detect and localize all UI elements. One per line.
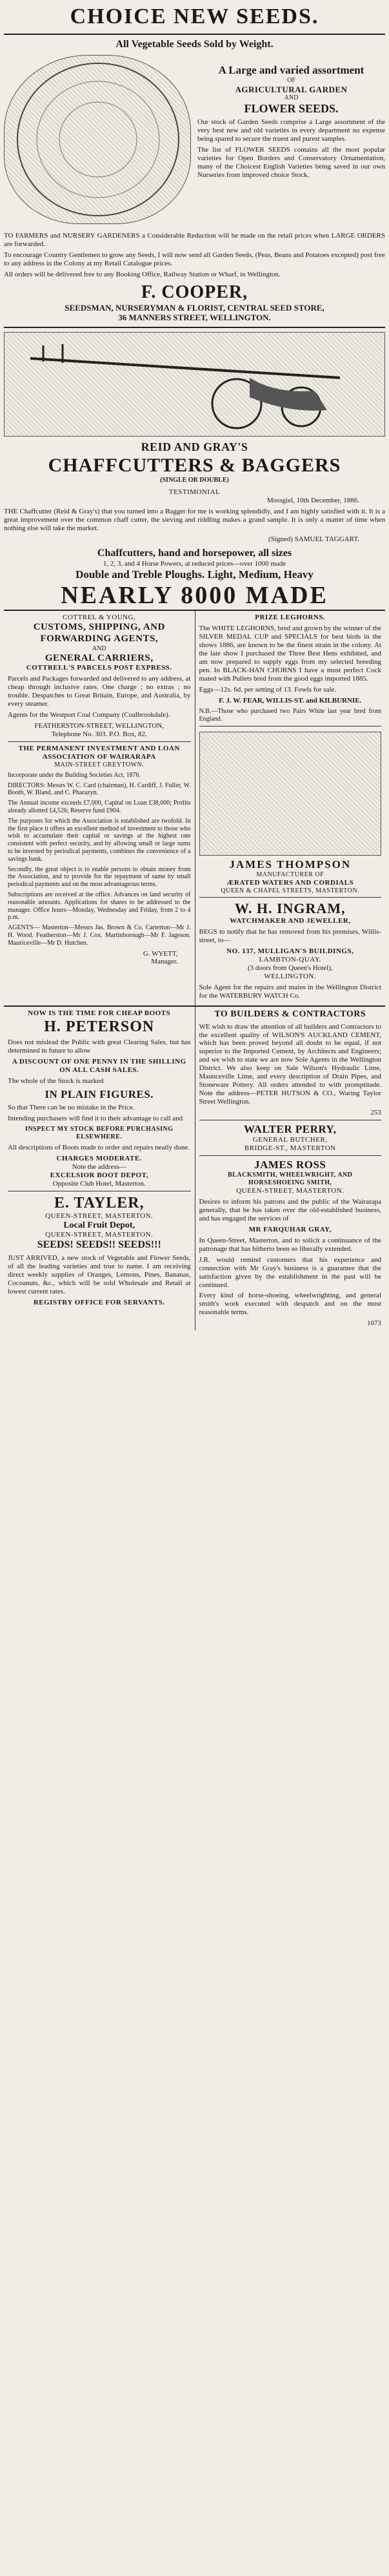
permanent-directors: DIRECTORS: Messrs W. C. Card (chairman), H. Cardiff, J. Fuller, W. Booth, W. Bland, and C. Pharazyn. bbox=[8, 781, 191, 797]
seeds-para4: To encourage Country Gentlemen to grow any Seeds, I will now send all Garden Seeds, (Peas, Beans and Potatoes excepted) post free to any address in the Colony at my Retail Catalogue prices. bbox=[4, 251, 385, 267]
leghorns-note: N.B.—Those who purchased two Pairs White last year bred from England. bbox=[199, 708, 381, 723]
seeds-para2: The list of FLOWER SEEDS contains all the most popular varieties for Open Borders and Conservatory Ornamentation, many of the Choicest English Varieties being saved in our own Nurseries from improved choice Stock. bbox=[197, 146, 385, 179]
peterson-body3: So that There can be no mistake in the Price. bbox=[8, 1104, 135, 1112]
leghorns-body: The WHITE LEGHORNS, bred and grown by the winner of the SILVER MEDAL CUP and SPECIALS for best birds in the shows 1886, are known to be the finest strain in the colony. At the late show I purchased the Three Best Hens exhibited, and am now prepared to supply eggs from my selected breeding pen. In BLACK-HAN CHORNS I have a most perfect Cock mated with Pullets bred from the good eggs imported 1885. bbox=[199, 624, 381, 683]
peterson-marked: IN PLAIN FIGURES. bbox=[45, 1088, 154, 1101]
tayler-body: JUST ARRIVED, a new stock of Vegetable and Flower Seeds, of all the leading varieties and true to name. I am receiving direct weekly supplies of Oranges, Lemons, Pines, Bananas, Cocoanuts, &c., which will be sold Wholesale and Retail at lowest current rates. bbox=[8, 1254, 191, 1296]
ross-trade: BLACKSMITH, WHEELWRIGHT, AND HORSESHOEING SMITH, bbox=[228, 1171, 353, 1187]
ross-addr: QUEEN-STREET, MASTERTON. bbox=[236, 1186, 344, 1195]
ingram-loc: LAMBTON-QUAY. bbox=[259, 956, 321, 964]
assortment-line5: FLOWER SEEDS. bbox=[244, 101, 339, 115]
peterson-header: NOW IS THE TIME FOR CHEAP BOOTS bbox=[28, 1009, 171, 1018]
ross-body3: J.R. would remind customers that his experience and connection with Mr Gray's business is a guarantee that the satisfaction given by the establishment in the past will be continued. bbox=[199, 1255, 381, 1289]
cottrell-ad bbox=[8, 613, 191, 739]
thompson-name: JAMES THOMPSON bbox=[229, 858, 352, 871]
permanent-para3: Secondly, the great object is to enable persons to obtain money from the Association, and to provide for the repayment of same by small periodical payments and on the most advantageous terms. bbox=[8, 865, 191, 889]
cottrell-line-2: AND bbox=[92, 644, 106, 652]
peterson-ad bbox=[8, 1009, 191, 1188]
permanent-title: THE PERMANENT INVESTMENT AND LOAN ASSOCIATION OF WAIRARAPA bbox=[18, 745, 180, 761]
ross-body1: Desires to inform his patrons and the public of the Wairarapa generally, that he has taken over the old-established business, and has engaged the services of bbox=[199, 1197, 381, 1222]
permanent-sub: MAIN-STREET GREYTOWN. bbox=[54, 761, 145, 768]
peterson-body5: All descriptions of Boots made to order and repairs neatly done. bbox=[8, 1143, 190, 1151]
made-banner: NEARLY 8000 MADE bbox=[61, 581, 328, 609]
assortment-line4: AND bbox=[284, 94, 299, 102]
cottrell-line-3: GENERAL CARRIERS, bbox=[45, 652, 154, 663]
peterson-inspect: INSPECT MY STOCK BEFORE PURCHASING ELSEWHERE. bbox=[25, 1126, 174, 1140]
plough-illustration bbox=[4, 332, 385, 437]
cottrell-line-4: COTTRELL'S PARCELS POST EXPRESS. bbox=[26, 664, 172, 672]
leghorns-header: PRIZE LEGHORNS. bbox=[255, 613, 326, 622]
peterson-offer: A DISCOUNT OF ONE PENNY IN THE SHILLING ON ALL CASH SALES. bbox=[12, 1058, 186, 1075]
seeds-ad bbox=[4, 55, 385, 323]
peterson-depot: EXCELSIOR BOOT DEPOT, bbox=[50, 1171, 148, 1179]
sack-texture-icon bbox=[5, 56, 192, 225]
ross-body2: In Queen-Street, Masterton, and to solicit a continuance of the patronage that has hitherto been so liberally extended. bbox=[199, 1236, 381, 1253]
seeds-para1: Our stock of Garden Seeds comprise a Large assortment of the very best new and old varieties in every department no expense being spared to secure the truest and purest samples. bbox=[197, 118, 385, 143]
perry-trade: GENERAL BUTCHER, bbox=[252, 1136, 328, 1144]
permanent-manager-title: Manager. bbox=[151, 958, 178, 966]
reid-gray-product: CHAFFCUTTERS & BAGGERS bbox=[48, 454, 341, 476]
ingram-agent: Sole Agent for the repairs and mains in the Wellington District for the WATERBURY WATCH Co. bbox=[199, 984, 381, 1000]
testimonial-date: Mossgiel, 10th December, 1886. bbox=[266, 496, 359, 504]
seeds-para5: All orders will be delivered free to any Booking Office, Railway Station or Wharf, in Wellington. bbox=[4, 270, 281, 278]
tayler-footer: REGISTRY OFFICE FOR SERVANTS. bbox=[33, 1299, 165, 1307]
cottrell-header: COTTREL & YOUNG, bbox=[63, 613, 136, 622]
thompson-trade1: MANUFACTURER OF bbox=[256, 871, 324, 878]
perry-name: WALTER PERRY, bbox=[243, 1123, 337, 1136]
seed-sack-illustration bbox=[4, 55, 191, 224]
page-title: CHOICE NEW SEEDS. bbox=[70, 5, 319, 28]
assortment-line3: AGRICULTURAL GARDEN bbox=[235, 84, 348, 94]
newspaper-page bbox=[4, 4, 385, 2576]
reid-gray-firm: REID AND GRAY'S bbox=[141, 440, 248, 453]
peterson-name: H. PETERSON bbox=[44, 1018, 155, 1035]
ingram-name: W. H. INGRAM, bbox=[234, 900, 346, 917]
peterson-body2: The whole of the Stock is marked bbox=[8, 1077, 104, 1086]
reid-gray-line2: 1, 2, 3, and 4 Horse Powers, at reduced prices—over 1000 made bbox=[103, 559, 286, 568]
peterson-charges: CHARGES MODERATE. bbox=[56, 1154, 142, 1162]
builders-header: TO BUILDERS & CONTRACTORS bbox=[214, 1009, 366, 1020]
perry-addr: BRIDGE-ST., MASTERTON bbox=[244, 1144, 336, 1153]
cottrell-agent: Agents for the Westport Coal Company (Coalbrookdale). bbox=[8, 711, 170, 719]
permanent-para4: Subscriptions are received at the office. Advances on land security of reasonable amounts. Applications for shares to be addressed to the manager. Office hours—Monday, Wednesday and Friday, from 2 to 4 p.m. bbox=[8, 891, 191, 922]
leghorns-prices: Eggs—12s. 6d. per setting of 13. Fowls for sale. bbox=[199, 686, 337, 694]
assortment-line2: OF bbox=[287, 77, 295, 85]
permanent-para2: The purposes for which the Association is established are twofold. In the first place it offers an excellent method of investment to those who wish to accumulate their capital or savings at the highest rate consistent with perfect security, and by allowing small or large sums to be invested by periodical payments, combines the convenience of a savings bank. bbox=[8, 817, 191, 863]
leghorns-ad bbox=[199, 613, 382, 723]
tayler-seeds: SEEDS! SEEDS!! SEEDS!!! bbox=[37, 1239, 161, 1251]
perry-ad bbox=[199, 1120, 382, 1153]
cottrell-body: Parcels and Packages forwarded and delivered to any address, at cheap through inclusive rates. One charge ; no extras ; no trouble. Despatches to Great Britain, Europe, and Australia, by every steamer. bbox=[8, 675, 191, 708]
permanent-agents: AGENTS— Masterton—Messrs Jas. Brown & Co. Carterton—Mr J. H. Wood. Featherston—Mr J. Cox. Martinborough—Mr F. Jageson. Mauriceville—Mr D. Hutchen. bbox=[8, 924, 191, 947]
reid-gray-product-note: (SINGLE OR DOUBLE) bbox=[160, 477, 229, 484]
ingram-city: WELLINGTON. bbox=[264, 973, 317, 981]
ingram-address: NO. 137, MULLIGAN'S BUILDINGS, bbox=[226, 947, 354, 956]
machinery-illustration bbox=[199, 732, 382, 856]
permanent-incorporated: Incorporate under the Building Societies Act, 1876. bbox=[8, 771, 141, 779]
ross-gray: MR FARQUHAR GRAY, bbox=[248, 1225, 332, 1233]
permanent-manager: G. WYETT, bbox=[143, 949, 178, 958]
builders-ad bbox=[199, 1009, 382, 1117]
ross-num: 1073 bbox=[367, 1319, 381, 1328]
reid-gray-line1: Chaffcutters, hand and horsepower, all sizes bbox=[97, 547, 292, 559]
peterson-note: Note the address— bbox=[72, 1162, 126, 1171]
reid-gray-line3: Double and Treble Ploughs. Light, Medium, Heavy bbox=[75, 568, 314, 581]
peterson-loc: Opposite Club Hotel, Masterton. bbox=[52, 1179, 146, 1188]
plough-icon bbox=[5, 333, 386, 436]
permanent-ad bbox=[8, 741, 191, 966]
cottrell-line-1: CUSTOMS, SHIPPING, AND FORWARDING AGENTS, bbox=[33, 622, 165, 644]
page-subtitle: All Vegetable Seeds Sold by Weight. bbox=[115, 39, 274, 50]
ingram-trade: WATCHMAKER AND JEWELLER, bbox=[229, 917, 351, 925]
ingram-ad bbox=[199, 897, 382, 1000]
ingram-note: (3 doors from Queen's Hotel), bbox=[247, 964, 333, 973]
leghorns-name: F. J. W. FEAR, WILLIS-ST. and KILBURNIE. bbox=[219, 697, 362, 705]
peterson-body1: Does not mislead the Public with great Clearing Sales, but has determined in future to allow bbox=[8, 1038, 191, 1055]
reid-gray-ad bbox=[4, 332, 385, 610]
cottrell-phone: Telephone No. 303. P.O. Box, 82. bbox=[51, 730, 147, 739]
assortment-line1: A Large and varied assortment bbox=[218, 63, 364, 76]
testimonial-text: THE Chaffcutter (Reid & Gray's) that you turned into a Bagger for me is working splendidly, and I am highly satisfied with it. It is a great improvement over the common chaff cutter, the sieving and riddling makes a grand sample. It is only a matter of time when nothing else will take the market. bbox=[4, 507, 385, 532]
cooper-address: 36 MANNERS STREET, WELLINGTON. bbox=[118, 313, 271, 323]
cooper-name: F. COOPER, bbox=[141, 282, 248, 302]
tayler-sub: Local Fruit Depot, bbox=[63, 1220, 135, 1230]
tayler-name: E. TAYLER, bbox=[54, 1194, 145, 1211]
cottrell-address: FEATHERSTON-STREET, WELLINGTON, bbox=[34, 722, 165, 730]
tayler-ad bbox=[8, 1191, 191, 1307]
cooper-trade: SEEDSMAN, NURSERYMAN & FLORIST, CENTRAL SEED STORE, bbox=[65, 302, 324, 313]
peterson-body4: Intending purchasers will find it to their advantage to call and bbox=[8, 1115, 183, 1123]
ross-body4: Every kind of horse-shoeing, wheelwrighting, and general smith's work executed with despatch and on the most reasonable terms. bbox=[199, 1292, 381, 1317]
seeds-para3: TO FARMERS and NURSERY GARDENERS a Considerable Reduction will be made on the retail prices when LARGE ORDERS are forwarded. bbox=[4, 231, 385, 248]
tayler-addr2: QUEEN-STREET, MASTERTON. bbox=[45, 1231, 154, 1239]
thompson-address: QUEEN & CHAPEL STREETS, MASTERTON. bbox=[221, 887, 360, 894]
thompson-trade2: ÆRATED WATERS AND CORDIALS bbox=[226, 878, 354, 887]
ingram-body: BEGS to notify that he has removed from his premises, Willis-street, to— bbox=[199, 928, 381, 945]
permanent-para1: The Annual income exceeds £7,000, Capital on Loan £38,000; Profits already allotted £4,526; Reserve fund £904. bbox=[8, 799, 191, 814]
ross-ad bbox=[199, 1155, 382, 1328]
tayler-addr: QUEEN-STREET, MASTERTON. bbox=[45, 1211, 154, 1220]
thompson-ad bbox=[199, 726, 382, 895]
ross-name: JAMES ROSS bbox=[254, 1159, 326, 1171]
testimonial-label: TESTIMONIAL bbox=[168, 488, 221, 496]
testimonial-sign: (Signed) SAMUEL TAGGART. bbox=[268, 535, 359, 543]
builders-body: WE wish to draw the attention of all builders and Contractors to the excellent quality of WILSON'S AUCKLAND CEMENT, which has been proved beyond all doubt to be equal, if not superior to the Imported Cement, by Architects and Engineers; and we wish to state we are now Sole Agents in the Wellington District. We also keep on Sale Wilson's Hydraulic Lime, Maunceville Lime, and every description of Drain Pipes, and Stoneware Pottery. All orders attended to with promptitude. Note the address—PETER HUTSON & CO., Waring Taylor Street Wellington. bbox=[199, 1022, 381, 1106]
builders-num: 253 bbox=[370, 1109, 381, 1117]
